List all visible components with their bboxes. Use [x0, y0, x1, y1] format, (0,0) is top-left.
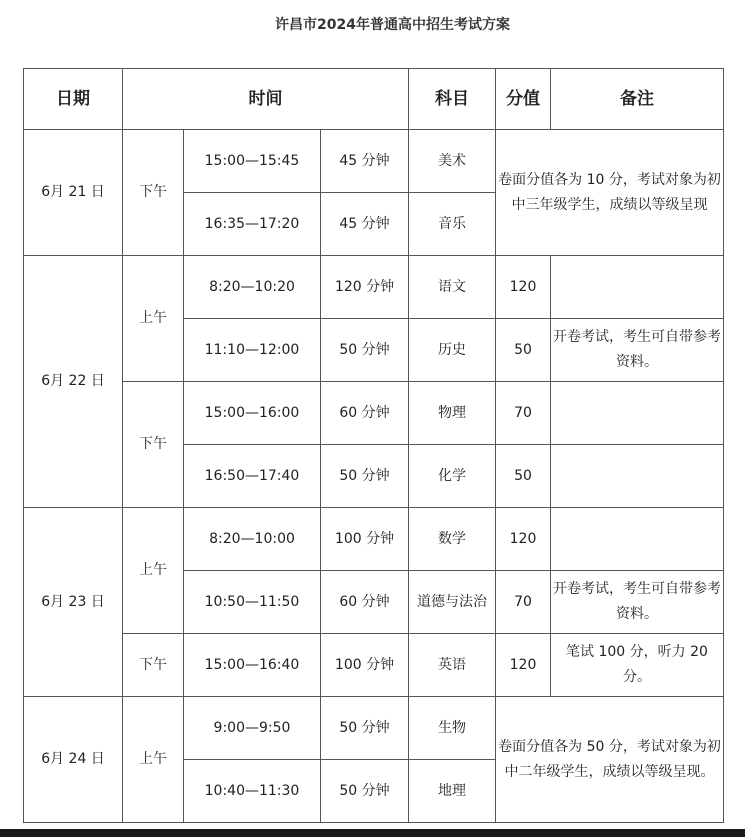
score-cell: 50 [496, 445, 551, 508]
header-subject: 科目 [409, 69, 496, 130]
note-cell: 开卷考试，考生可自带参考资料。 [551, 319, 724, 382]
time-cell: 16:35—17:20 [184, 193, 321, 256]
duration-cell: 45 分钟 [321, 130, 409, 193]
subject-cell: 历史 [409, 319, 496, 382]
header-time: 时间 [123, 69, 409, 130]
time-cell: 8:20—10:00 [184, 508, 321, 571]
note-cell: 卷面分值各为 50 分，考试对象为初中二年级学生，成绩以等级呈现。 [496, 697, 724, 823]
date-cell: 6月 21 日 [24, 130, 123, 256]
period-cell: 下午 [123, 130, 184, 256]
subject-cell: 英语 [409, 634, 496, 697]
duration-cell: 100 分钟 [321, 634, 409, 697]
header-score: 分值 [496, 69, 551, 130]
table-row [24, 634, 724, 697]
header-date: 日期 [24, 69, 123, 130]
period-cell: 下午 [123, 382, 184, 508]
note-cell [551, 445, 724, 508]
table-header-row [24, 69, 724, 130]
subject-cell: 美术 [409, 130, 496, 193]
exam-schedule-table [23, 68, 724, 823]
header-note: 备注 [551, 69, 724, 130]
note-cell: 开卷考试，考生可自带参考资料。 [551, 571, 724, 634]
subject-cell: 道德与法治 [409, 571, 496, 634]
score-cell: 70 [496, 382, 551, 445]
duration-cell: 60 分钟 [321, 571, 409, 634]
subject-cell: 化学 [409, 445, 496, 508]
time-cell: 9:00—9:50 [184, 697, 321, 760]
document-title: 许昌市2024年普通高中招生考试方案 [275, 17, 510, 33]
date-cell: 6月 23 日 [24, 508, 123, 697]
note-cell: 卷面分值各为 10 分，考试对象为初中三年级学生，成绩以等级呈现 [496, 130, 724, 256]
time-cell: 11:10—12:00 [184, 319, 321, 382]
subject-cell: 地理 [409, 760, 496, 823]
table-row [24, 697, 724, 760]
time-cell: 15:00—16:00 [184, 382, 321, 445]
score-cell: 120 [496, 508, 551, 571]
duration-cell: 50 分钟 [321, 319, 409, 382]
bottom-bar [0, 829, 745, 837]
duration-cell: 50 分钟 [321, 760, 409, 823]
duration-cell: 100 分钟 [321, 508, 409, 571]
date-cell: 6月 24 日 [24, 697, 123, 823]
score-cell: 70 [496, 571, 551, 634]
time-cell: 16:50—17:40 [184, 445, 321, 508]
table-row [24, 508, 724, 571]
note-cell: 笔试 100 分，听力 20 分。 [551, 634, 724, 697]
score-cell: 120 [496, 256, 551, 319]
time-cell: 10:40—11:30 [184, 760, 321, 823]
table-body [24, 130, 724, 823]
subject-cell: 物理 [409, 382, 496, 445]
period-cell: 下午 [123, 634, 184, 697]
period-cell: 上午 [123, 697, 184, 823]
score-cell: 120 [496, 634, 551, 697]
duration-cell: 45 分钟 [321, 193, 409, 256]
table-row [24, 130, 724, 193]
note-cell [551, 382, 724, 445]
duration-cell: 120 分钟 [321, 256, 409, 319]
time-cell: 10:50—11:50 [184, 571, 321, 634]
date-cell: 6月 22 日 [24, 256, 123, 508]
subject-cell: 生物 [409, 697, 496, 760]
duration-cell: 50 分钟 [321, 445, 409, 508]
subject-cell: 音乐 [409, 193, 496, 256]
time-cell: 15:00—15:45 [184, 130, 321, 193]
time-cell: 8:20—10:20 [184, 256, 321, 319]
score-cell: 50 [496, 319, 551, 382]
table-row [24, 382, 724, 445]
period-cell: 上午 [123, 256, 184, 382]
time-cell: 15:00—16:40 [184, 634, 321, 697]
period-cell: 上午 [123, 508, 184, 634]
subject-cell: 语文 [409, 256, 496, 319]
table-row [24, 256, 724, 319]
duration-cell: 50 分钟 [321, 697, 409, 760]
note-cell [551, 508, 724, 571]
duration-cell: 60 分钟 [321, 382, 409, 445]
note-cell [551, 256, 724, 319]
subject-cell: 数学 [409, 508, 496, 571]
